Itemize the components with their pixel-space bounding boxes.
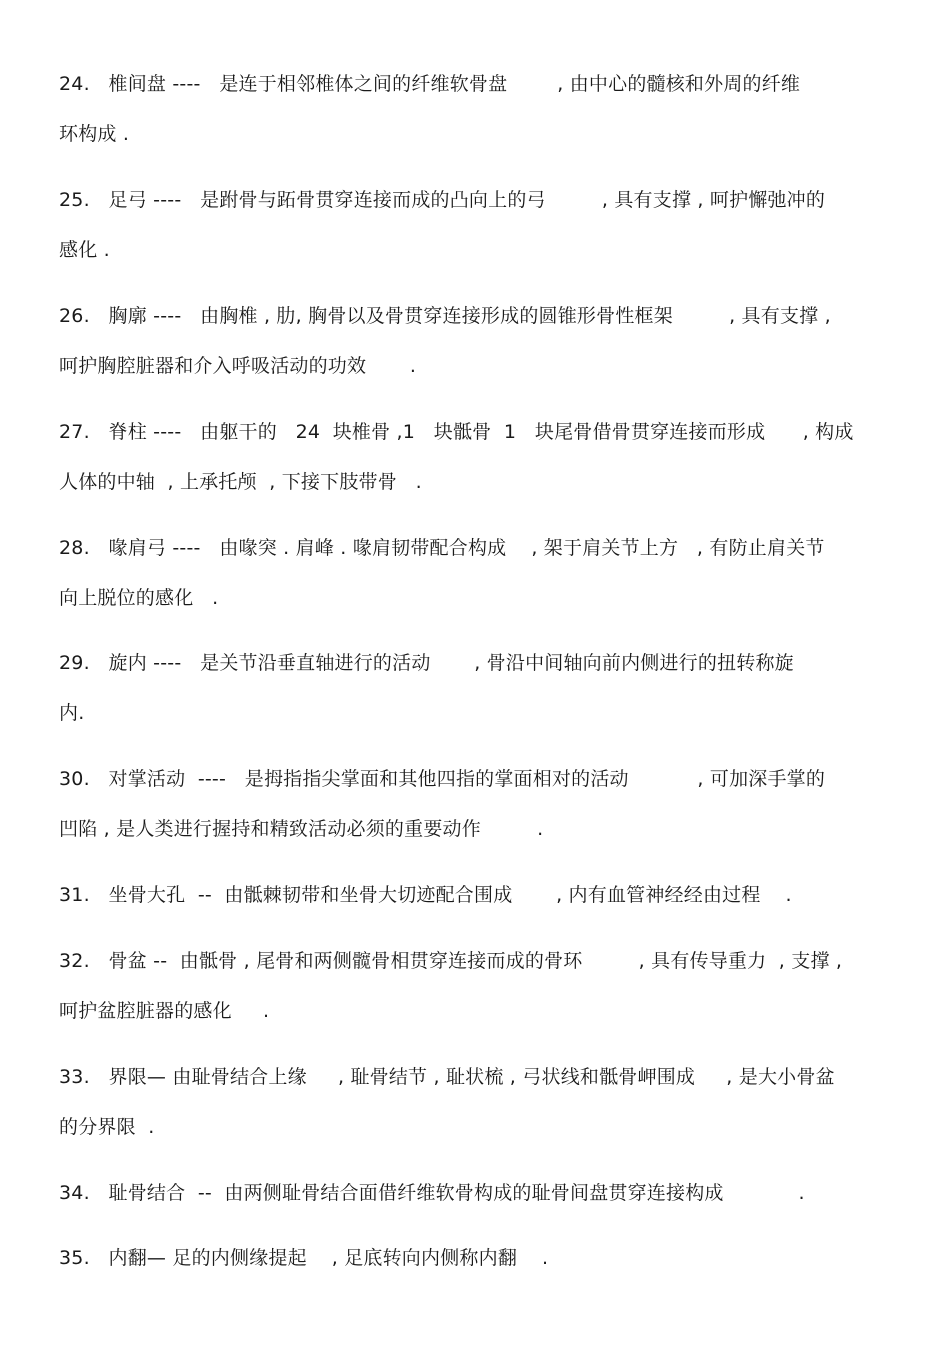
entry-26-line-1: 26. 胸廓 ---- 由胸椎 , 肋, 胸骨以及骨贯穿连接形成的圆锥形骨性框架 , 具有支撑 , <box>59 305 831 327</box>
entry-26-line-2: 呵护胸腔脏器和介入呼吸活动的功效 . <box>59 355 417 377</box>
entry-25-line-2: 感化 . <box>59 239 110 261</box>
entry-32-line-1: 32. 骨盆 -- 由骶骨 , 尾骨和两侧髋骨相贯穿连接而成的骨环 , 具有传导重力 , 支撑 , <box>59 950 843 972</box>
entry-25-line-1: 25. 足弓 ---- 是跗骨与跖骨贯穿连接而成的凸向上的弓 , 具有支撑 , 呵护懈弛冲的 <box>59 189 826 211</box>
entry-31-line-1: 31. 坐骨大孔 -- 由骶棘韧带和坐骨大切迹配合围成 , 内有血管神经经由过程 . <box>59 884 792 906</box>
entry-29-line-2: 内. <box>59 702 85 724</box>
entry-35-line-1: 35. 内翻— 足的内侧缘提起 , 足底转向内侧称内翻 . <box>59 1247 549 1269</box>
entry-30-line-1: 30. 对掌活动 ---- 是拇指指尖掌面和其他四指的掌面相对的活动 , 可加深手掌的 <box>59 768 826 790</box>
entry-27-line-1: 27. 脊柱 ---- 由躯干的 24 块椎骨 ,1 块骶骨 1 块尾骨借骨贯穿连接而形成 , 构成 <box>59 421 854 443</box>
entry-33-line-1: 33. 界限— 由耻骨结合上缘 , 耻骨结节 , 耻状梳 , 弓状线和骶骨岬围成 , 是大小骨盆 <box>59 1066 835 1088</box>
entry-27-line-2: 人体的中轴 , 上承托颅 , 下接下肢带骨 . <box>59 471 422 493</box>
entry-30-line-2: 凹陷 , 是人类进行握持和精致活动必须的重要动作 . <box>59 818 544 840</box>
entry-34-line-1: 34. 耻骨结合 -- 由两侧耻骨结合面借纤维软骨构成的耻骨间盘贯穿连接构成 . <box>59 1182 805 1204</box>
entry-24-line-2: 环构成 . <box>59 123 130 145</box>
entry-24-line-1: 24. 椎间盘 ---- 是连于相邻椎体之间的纤维软骨盘 , 由中心的髓核和外周的纤维 <box>59 73 801 95</box>
entry-28-line-1: 28. 喙肩弓 ---- 由喙突 . 肩峰 . 喙肩韧带配合构成 , 架于肩关节上方 , 有防止肩关节 <box>59 537 825 559</box>
entry-32-line-2: 呵护盆腔脏器的感化 . <box>59 1000 270 1022</box>
entry-29-line-1: 29. 旋内 ---- 是关节沿垂直轴进行的活动 , 骨沿中间轴向前内侧进行的扭转称旋 <box>59 652 794 674</box>
entry-28-line-2: 向上脱位的感化 . <box>59 587 219 609</box>
entry-33-line-2: 的分界限 . <box>59 1116 155 1138</box>
